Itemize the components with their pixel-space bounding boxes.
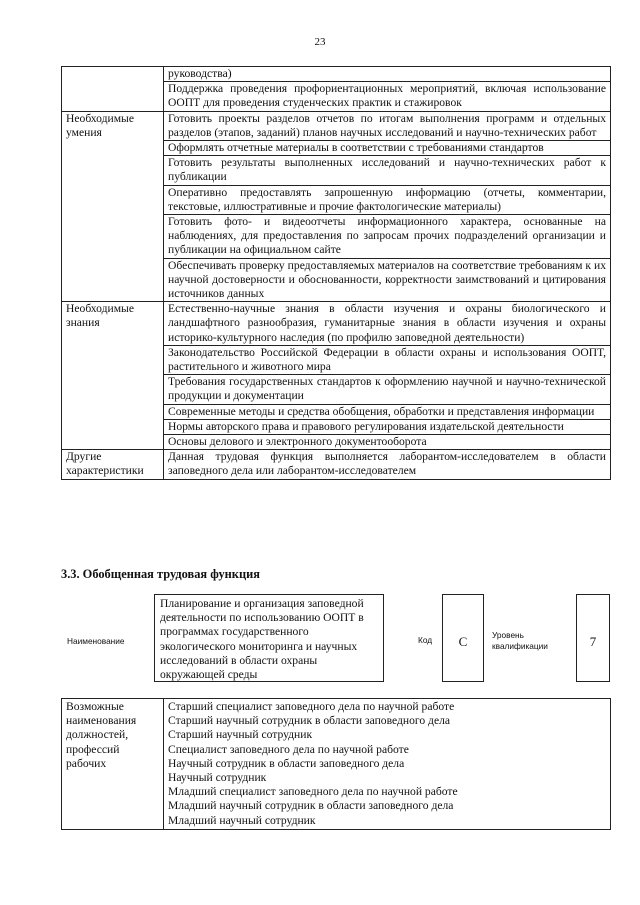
table-cell: Законодательство Российской Федерации в области охраны и использования ООПТ, растительного и животного мира: [164, 345, 611, 374]
table-cell: руководства): [164, 67, 611, 82]
positions-label: Возможные наименования должностей, профессий рабочих: [62, 699, 164, 830]
list-item: Младший научный сотрудник: [168, 813, 316, 827]
row-label-skills: Необходимые умения: [62, 111, 164, 302]
qualification-level-label: Уровень квалификации: [492, 630, 548, 651]
row-label-knowledge: Необходимые знания: [62, 302, 164, 450]
list-item: Научный сотрудник: [168, 771, 267, 785]
table-row: [62, 111, 611, 140]
function-name-box: Планирование и организация заповедной деятельности по использованию ООПТ в программах государственного экологического мониторинга и научных исследований в области охраны окружающей среды: [154, 594, 384, 682]
table-cell: Нормы авторского права и правового регулирования издательской деятельности: [164, 419, 611, 434]
list-item: Старший научный сотрудник в области заповедного дела: [168, 714, 451, 728]
table-cell: Готовить результаты выполненных исследований и научно-технических работ к публикации: [164, 156, 611, 185]
skills-knowledge-table: [61, 66, 611, 480]
table-cell: Естественно-научные знания в области изучения и охраны биологического и ландшафтного разнообразия, гуманитарные знания в области изучения и охраны историко-культурного наследия (по профилю заповедной деятельности): [164, 302, 611, 346]
table-row: [62, 699, 611, 830]
page-number: 23: [314, 36, 326, 48]
table-cell: Оперативно предоставлять запрошенную информацию (отчеты, комментарии, текстовые, иллюстративные и прочие фактологические материалы): [164, 185, 611, 214]
code-label: Код: [418, 635, 433, 645]
table-cell: Современные методы и средства обобщения, обработки и представления информации: [164, 404, 611, 419]
qualification-level-box: 7: [576, 594, 610, 682]
list-item: Специалист заповедного дела по научной работе: [168, 742, 409, 756]
table-cell: Обеспечивать проверку предоставляемых материалов на соответствие требованиям к их научной достоверности и обоснованности, корректности заимствований и цитирования источников данных: [164, 258, 611, 302]
code-value-box: C: [442, 594, 484, 682]
table-cell: Данная трудовая функция выполняется лаборантом-исследователем в области заповедного дела или лаборантом-исследователем: [164, 450, 611, 479]
list-item: Младший научный сотрудник в области заповедного дела: [168, 799, 454, 813]
positions-table: [61, 698, 611, 830]
table-row: [62, 450, 611, 479]
table-cell: Готовить фото- и видеоотчеты информационного характера, основанные на наблюдениях, для предоставления по запросам прочих подразделений организации и публикации на официальном сайте: [164, 215, 611, 259]
list-item: Младший специалист заповедного дела по научной работе: [168, 785, 458, 799]
table-cell: Готовить проекты разделов отчетов по итогам выполнения программ и отдельных разделов (этапов, заданий) планов научных исследований и научно-технических работ: [164, 111, 611, 140]
table-cell: Требования государственных стандартов к оформлению научной и научно-технической продукции и документации: [164, 375, 611, 404]
row-label-empty: [62, 67, 164, 112]
table-row: [62, 67, 611, 82]
list-item: Старший научный сотрудник: [168, 728, 313, 742]
name-label: Наименование: [67, 636, 125, 646]
positions-list: [164, 699, 611, 830]
table-cell: Оформлять отчетные материалы в соответствии с требованиями стандартов: [164, 141, 611, 156]
section-title: 3.3. Обобщенная трудовая функция: [61, 567, 260, 581]
list-item: Научный сотрудник в области заповедного дела: [168, 756, 405, 770]
row-label-other: Другие характеристики: [62, 450, 164, 479]
list-item: Старший специалист заповедного дела по научной работе: [168, 700, 455, 713]
table-row: [62, 302, 611, 346]
table-cell: Основы делового и электронного документооборота: [164, 435, 611, 450]
table-cell: Поддержка проведения профориентационных мероприятий, включая использование ООПТ для проведения студенческих практик и стажировок: [164, 82, 611, 111]
